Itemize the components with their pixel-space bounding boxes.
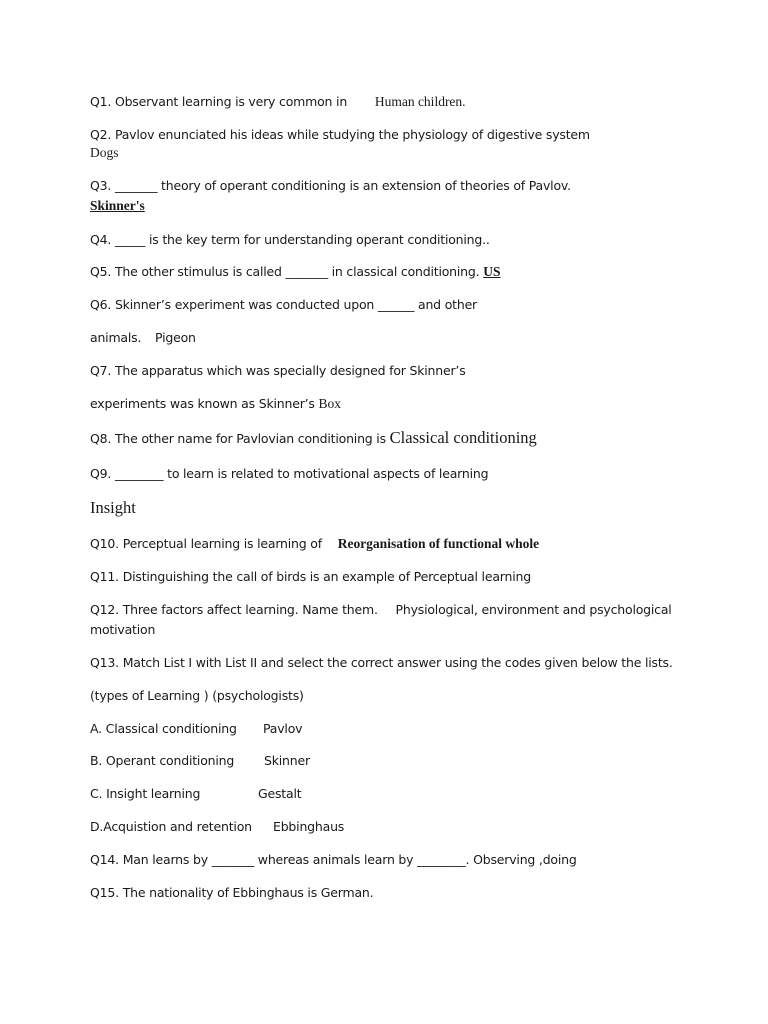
- match-psychologist: Ebbinghaus: [273, 819, 345, 834]
- match-psychologist: Skinner: [264, 753, 310, 768]
- question-15: [90, 885, 373, 901]
- question-6: [90, 297, 477, 313]
- question-10-answer: Reorganisation of functional whole: [337, 536, 540, 551]
- question-9: [90, 466, 488, 482]
- question-4-text: Q4. _____ is the key term for understanding operant conditioning..: [90, 232, 490, 247]
- question-3-text: Q3. _______ theory of operant conditioning is an extension of theories of Pavlov.: [90, 178, 571, 193]
- question-3-answer: Skinner's: [90, 198, 145, 213]
- match-psychologist: Pavlov: [263, 721, 303, 736]
- question-15-text: Q15. The nationality of Ebbinghaus is German.: [90, 885, 374, 900]
- question-7: [90, 363, 466, 379]
- question-4: [90, 232, 490, 248]
- question-11-text: Q11. Distinguishing the call of birds is an example of Perceptual learning: [90, 569, 531, 584]
- question-7-answer: Box: [318, 396, 342, 411]
- question-14-text: Q14. Man learns by _______ whereas animals learn by ________.: [90, 852, 470, 867]
- question-2-answer: Dogs: [90, 145, 119, 160]
- question-12-answer: Physiological, environment and psychological: [395, 602, 672, 617]
- question-14-answer: Observing ,doing: [473, 852, 577, 867]
- question-14: [90, 852, 577, 868]
- question-8-answer: Classical conditioning: [389, 428, 537, 447]
- match-row: [90, 786, 301, 802]
- match-row: [90, 819, 344, 835]
- question-11: [90, 569, 531, 585]
- question-7-continuation: [90, 396, 341, 412]
- question-12-answer-continuation: motivation: [90, 622, 156, 637]
- question-9-answer: Insight: [90, 498, 136, 517]
- question-8-text: Q8. The other name for Pavlovian conditioning is: [90, 431, 386, 446]
- match-type: D.Acquistion and retention: [90, 819, 252, 834]
- question-9-text: Q9. ________ to learn is related to motivational aspects of learning: [90, 466, 489, 481]
- question-12-text: Q12. Three factors affect learning. Name them.: [90, 602, 378, 617]
- match-row: [90, 753, 310, 769]
- question-13-text: Q13. Match List I with List II and select the correct answer using the codes given below the lists.: [90, 655, 673, 670]
- question-7-text: Q7. The apparatus which was specially designed for Skinner’s: [90, 363, 466, 378]
- match-type: B. Operant conditioning: [90, 753, 235, 768]
- question-1: [90, 94, 466, 110]
- question-1-text: Q1. Observant learning is very common in: [90, 94, 348, 109]
- question-12: [90, 602, 672, 618]
- question-10: [90, 536, 539, 552]
- match-type: C. Insight learning: [90, 786, 201, 801]
- match-type: A. Classical conditioning: [90, 721, 237, 736]
- question-5: [90, 264, 500, 280]
- question-6-text: Q6. Skinner’s experiment was conducted upon ______ and other: [90, 297, 477, 312]
- question-8: [90, 430, 537, 447]
- question-13: [90, 655, 673, 671]
- question-5-text: Q5. The other stimulus is called _______ in classical conditioning.: [90, 264, 480, 279]
- match-psychologist: Gestalt: [258, 786, 302, 801]
- question-1-answer: Human children.: [374, 94, 466, 109]
- match-row: [90, 721, 302, 737]
- question-13-header: (types of Learning ) (psychologists): [90, 688, 304, 703]
- question-2: [90, 127, 590, 143]
- question-2-text: Q2. Pavlov enunciated his ideas while studying the physiology of digestive system: [90, 127, 590, 142]
- question-6-answer: Pigeon: [155, 330, 196, 345]
- question-10-text: Q10. Perceptual learning is learning of: [90, 536, 322, 551]
- question-3: [90, 178, 571, 194]
- question-6-continuation: [90, 330, 196, 346]
- question-6-continuation-text: animals.: [90, 330, 142, 345]
- question-5-answer: US: [483, 264, 501, 279]
- question-7-continuation-text: experiments was known as Skinner’s: [90, 396, 315, 411]
